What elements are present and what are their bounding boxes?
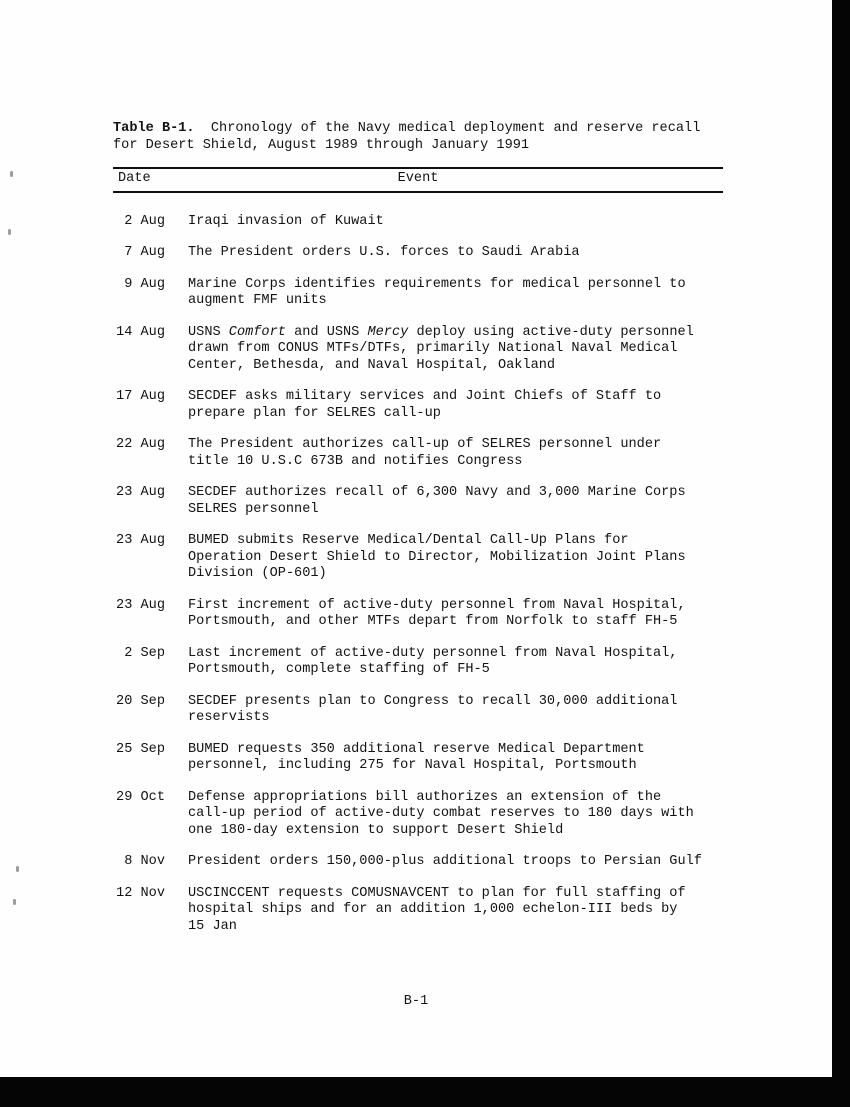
event-cell: [188, 437, 661, 470]
event-cell: [188, 245, 580, 262]
table-header-row: [113, 169, 723, 191]
date-cell: 7 Aug: [124, 245, 165, 261]
table-row: [113, 389, 723, 422]
table-row: [113, 790, 723, 840]
event-line: Portsmouth, and other MTFs depart from Norfolk to staff FH-5: [188, 614, 678, 630]
date-cell: 23 Aug: [116, 485, 165, 501]
scan-speck: [16, 866, 19, 872]
event-line: personnel, including 275 for Naval Hospital, Portsmouth: [188, 758, 637, 774]
date-cell: 20 Sep: [116, 693, 165, 709]
scan-speck: [13, 899, 16, 905]
event-line: Defense appropriations bill authorizes an extension of the: [188, 789, 662, 805]
table-caption-line1: [113, 121, 723, 138]
event-line: title 10 U.S.C 673B and notifies Congress: [188, 453, 523, 469]
event-cell: [188, 389, 661, 422]
document-content: [113, 121, 723, 950]
table-row: [113, 214, 723, 231]
date-cell: 25 Sep: [116, 741, 165, 757]
date-cell: 12 Nov: [116, 885, 165, 901]
scan-speck: [8, 229, 11, 235]
scan-black-band-right: [832, 0, 850, 1107]
table-rule-header: [113, 191, 723, 193]
date-cell: 14 Aug: [116, 324, 165, 340]
event-line: USCINCCENT requests COMUSNAVCENT to plan for full staffing of: [188, 885, 686, 901]
table-row: [113, 886, 723, 936]
table-row: [113, 277, 723, 310]
event-cell: [188, 646, 677, 679]
event-cell: [188, 694, 677, 727]
event-line: reservists: [188, 710, 270, 726]
event-line: Center, Bethesda, and Naval Hospital, Oakland: [188, 357, 556, 373]
event-line: Portsmouth, complete staffing of FH-5: [188, 662, 490, 678]
event-line: SELRES personnel: [188, 501, 319, 517]
date-cell: 2 Aug: [124, 213, 165, 229]
date-cell: 23 Aug: [116, 533, 165, 549]
page-number: B-1: [403, 994, 429, 1009]
date-cell: 22 Aug: [116, 437, 165, 453]
event-line: SECDEF authorizes recall of 6,300 Navy and 3,000 Marine Corps: [188, 485, 686, 501]
event-line: Division (OP-601): [188, 566, 327, 582]
event-line: SECDEF asks military services and Joint Chiefs of Staff to: [188, 389, 662, 405]
table-caption-rest: Chronology of the Navy medical deployment and reserve recall: [194, 121, 701, 136]
event-cell: [188, 886, 686, 936]
event-cell: [188, 277, 686, 310]
table-row: [113, 325, 723, 375]
table-row: [113, 854, 723, 871]
date-cell: 23 Aug: [116, 597, 165, 613]
table-row: [113, 646, 723, 679]
event-line: First increment of active-duty personnel from Naval Hospital,: [188, 597, 686, 613]
date-cell: 17 Aug: [116, 389, 165, 405]
table-caption-label: Table B-1.: [113, 121, 195, 136]
scan-speck: [10, 171, 13, 177]
event-line: BUMED submits Reserve Medical/Dental Call-Up Plans for: [188, 533, 629, 549]
table-row: [113, 598, 723, 631]
date-cell: 29 Oct: [116, 789, 165, 805]
event-line: Iraqi invasion of Kuwait: [188, 213, 384, 229]
date-cell: 9 Aug: [124, 276, 165, 292]
table-caption: [113, 121, 723, 154]
table-caption-line2: for Desert Shield, August 1989 through January 1991: [113, 137, 530, 153]
event-cell: [188, 790, 694, 840]
table-row: [113, 742, 723, 775]
event-cell: [188, 854, 702, 871]
event-line: prepare plan for SELRES call-up: [188, 405, 441, 421]
event-line: The President authorizes call-up of SELRES personnel under: [188, 437, 662, 453]
event-line: SECDEF presents plan to Congress to recall 30,000 additional: [188, 693, 678, 709]
table-row: [113, 694, 723, 727]
event-cell: [188, 325, 694, 375]
event-cell: [188, 214, 384, 231]
table-row: [113, 245, 723, 262]
event-line: BUMED requests 350 additional reserve Medical Department: [188, 741, 645, 757]
event-line: Marine Corps identifies requirements for medical personnel to: [188, 276, 686, 292]
event-line: call-up period of active-duty combat reserves to 180 days with: [188, 806, 694, 822]
table-row: [113, 533, 723, 583]
event-line: 15 Jan: [188, 918, 237, 934]
event-line: President orders 150,000-plus additional troops to Persian Gulf: [188, 854, 702, 870]
table-row: [113, 437, 723, 470]
event-line: one 180-day extension to support Desert Shield: [188, 822, 564, 838]
chronology-rows: [113, 214, 723, 936]
event-line: USNS Comfort and USNS Mercy deploy using active-duty personnel: [188, 324, 694, 340]
event-line: augment FMF units: [188, 293, 327, 309]
event-line: drawn from CONUS MTFs/DTFs, primarily National Naval Medical: [188, 341, 678, 357]
date-cell: 2 Sep: [124, 645, 165, 661]
event-cell: [188, 742, 645, 775]
event-cell: [188, 485, 686, 518]
event-line: The President orders U.S. forces to Saudi Arabia: [188, 245, 580, 261]
column-header-date: Date: [118, 171, 151, 186]
event-cell: [188, 598, 686, 631]
event-line: Last increment of active-duty personnel from Naval Hospital,: [188, 645, 678, 661]
event-line: hospital ships and for an addition 1,000 echelon-III beds by: [188, 902, 678, 918]
date-cell: 8 Nov: [124, 854, 165, 870]
table-row: [113, 485, 723, 518]
event-line: Operation Desert Shield to Director, Mobilization Joint Plans: [188, 549, 686, 565]
scan-black-band-bottom: [0, 1077, 850, 1107]
column-header-event: Event: [397, 171, 439, 186]
event-cell: [188, 533, 686, 583]
